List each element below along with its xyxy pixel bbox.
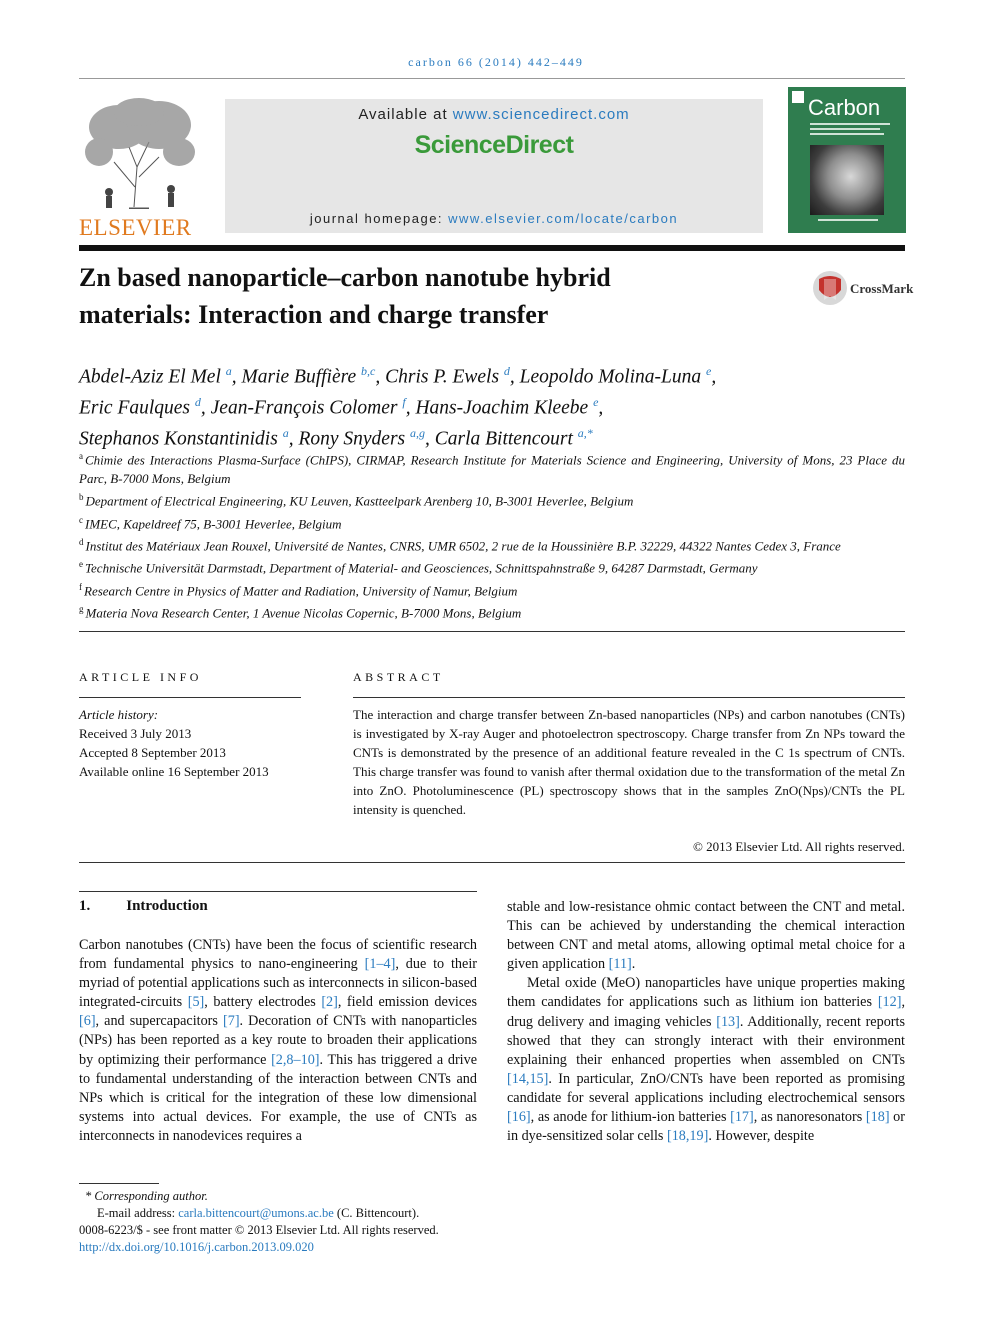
affiliation-marker: e: [79, 559, 83, 570]
author-affil-link[interactable]: f: [402, 395, 406, 409]
sciencedirect-link[interactable]: www.sciencedirect.com: [452, 106, 630, 123]
accepted-date: Accepted 8 September 2013: [79, 745, 226, 760]
text-run: Metal oxide (MeO) nanoparticles have unique properties making them candidates for applications such as lithium ion batteries: [507, 975, 905, 1011]
text-run: . This has triggered a drive to fundamental understanding of the interaction between CNTs and NPs which is critical for the integration of these low dimensional systems into actual devices. For example, the use of CNTs as interconnects in nanodevices requires a: [79, 1051, 477, 1144]
email-suffix: (C. Bittencourt).: [333, 1206, 420, 1220]
text-run: , field emission devices: [337, 994, 477, 1011]
text-run: , and supercapacitors: [95, 1013, 223, 1030]
author-line: Abdel-Aziz El Mel $^a$, Marie Buffière $^{b,c}$, Chris P. Ewels $^d$, Leopoldo Molina-Luna $^e$,: [79, 364, 717, 388]
text-run: , drug delivery and imaging vehicles: [507, 994, 905, 1030]
abstract-text: The interaction and charge transfer between Zn-based nanoparticles (NPs) and carbon nanotubes (CNTs) is investigated by X-ray Auger and photoelectron spectroscopy. Charge transfer from Zn NPs toward the CNTs is demonstrated by the presence of an additional feature revealed in the C 1s spectrum of CNTs. This charge transfer was found to vanish after thermal oxidation due to the transformation of the metal Zn into ZnO. Photoluminescence (PL) spectroscopy shows that in the samples ZnO(Nps)/CNTs the PL intensity is quenched.: [353, 707, 905, 817]
affiliation-text: Chimie des Interactions Plasma-Surface (ChIPS), CIRMAP, Research Institute for Materials Science and Engineering, University of Mons, 23 Place du Parc, B-7000 Mons, Belgium: [79, 452, 905, 487]
section-number: 1.: [79, 898, 91, 914]
abstract-divider: [79, 862, 905, 863]
author-name: Stephanos Konstantinidis: [79, 428, 278, 450]
citation-link[interactable]: [13]: [716, 1013, 740, 1030]
received-date: Received 3 July 2013: [79, 726, 192, 741]
footnote-marker: *: [85, 1189, 92, 1203]
text-run: . However, despite: [708, 1128, 815, 1145]
sciencedirect-logo[interactable]: ScienceDirect: [414, 131, 574, 159]
homepage-link[interactable]: www.elsevier.com/locate/carbon: [448, 211, 679, 226]
affiliation-marker: f: [79, 581, 82, 592]
citation-link[interactable]: [7]: [223, 1013, 240, 1030]
abstract-heading: ABSTRACT: [353, 670, 444, 684]
author-affil-link[interactable]: a,g: [410, 426, 425, 440]
elsevier-logo[interactable]: [79, 97, 203, 240]
elsevier-wordmark: ELSEVIER: [79, 215, 192, 240]
affiliation-text: Research Centre in Physics of Matter and Radiation, University of Namur, Belgium: [84, 582, 518, 598]
author-affil-link[interactable]: e: [706, 364, 712, 378]
article-info-heading: ARTICLE INFO: [79, 670, 202, 684]
text-run: , battery electrodes: [204, 994, 322, 1011]
intro-right-column: [507, 898, 905, 1146]
online-date: Available online 16 September 2013: [79, 764, 269, 779]
text-run: , as anode for lithium-ion batteries: [530, 1109, 731, 1126]
text-run: . In particular, ZnO/CNTs have been reported as promising candidate for several applications including electrochemical sensors: [507, 1070, 905, 1106]
crossmark-icon: [812, 270, 848, 306]
author-affil-link[interactable]: b,c: [361, 364, 376, 378]
email-link[interactable]: carla.bittencourt@umons.ac.be: [178, 1206, 334, 1220]
footnote-rule: [79, 1183, 159, 1184]
section-rule: [79, 891, 477, 892]
citation-link[interactable]: [18]: [865, 1109, 890, 1126]
header-divider: [79, 78, 905, 79]
citation-link[interactable]: [6]: [79, 1013, 96, 1030]
journal-citation[interactable]: carbon 66 (2014) 442–449: [408, 55, 584, 69]
cover-title: Carbon: [808, 95, 881, 120]
author-affil-link[interactable]: a,*: [577, 426, 593, 440]
author-name: Marie Buffière: [241, 366, 357, 388]
cover-micrograph: [810, 145, 884, 215]
issn-line: 0008-6223/$ - see front matter © 2013 Elsevier Ltd. All rights reserved.: [79, 1223, 439, 1237]
available-at: [225, 106, 763, 123]
text-run: . Additionally, recent reports showed that they can strongly interact with their environment explaining their enhanced properties when assembled on CNTs: [507, 1013, 905, 1068]
citation-link[interactable]: [17]: [730, 1109, 754, 1126]
author-affil-link[interactable]: a: [282, 426, 289, 440]
paragraph: [79, 936, 477, 1146]
affiliation-marker: a: [79, 451, 83, 461]
author-name: Carla Bittencourt: [434, 428, 573, 450]
citation-link[interactable]: [1–4]: [364, 956, 396, 973]
section-heading: [79, 898, 208, 915]
citation-link[interactable]: [16]: [507, 1109, 531, 1126]
author-name: Jean-François Colomer: [210, 397, 398, 419]
author-affil-link[interactable]: a: [225, 364, 232, 378]
text-run: .: [631, 956, 636, 973]
affiliation-text: Institut des Matériaux Jean Rouxel, Université de Nantes, CNRS, UMR 6502, 2 rue de la Houssinière B.P. 32229, 44322 Nantes Cedex 3, France: [85, 538, 841, 554]
crossmark-label: CrossMark: [850, 281, 914, 296]
author-name: Leopoldo Molina-Luna: [519, 366, 702, 388]
author-affil-link[interactable]: e: [593, 395, 599, 409]
article-history: [79, 705, 309, 781]
corresponding-author-note: [79, 1188, 905, 1205]
elsevier-tree-icon: [79, 97, 203, 209]
abstract-rule: [353, 697, 905, 698]
text-run: or in dye-sensitized solar cells: [507, 1109, 905, 1145]
email-label: E-mail address:: [97, 1206, 179, 1220]
author-name: Chris P. Ewels: [385, 366, 500, 388]
qr-icon: [792, 91, 804, 103]
citation-link[interactable]: [5]: [187, 994, 205, 1011]
affiliation: [79, 533, 905, 555]
title-line: materials: Interaction and charge transfer: [79, 300, 549, 329]
author-line: Eric Faulques $^d$, Jean-François Colomer $^f$, Hans-Joachim Kleebe $^e$,: [79, 395, 604, 419]
paragraph: [507, 898, 905, 974]
cover-subtitle-line: [810, 123, 890, 125]
author-name: Eric Faulques: [79, 397, 191, 419]
affiliation-text: Materia Nova Research Center, 1 Avenue Nicolas Copernic, B-7000 Mons, Belgium: [85, 605, 522, 621]
intro-left-column: [79, 936, 477, 1146]
affiliation-text: IMEC, Kapeldreef 75, B-3001 Heverlee, Belgium: [85, 515, 342, 531]
affiliation-marker: b: [79, 492, 84, 503]
section-title: Introduction: [126, 898, 208, 914]
crossmark-badge[interactable]: [812, 270, 914, 308]
affiliation: [79, 511, 905, 533]
header-rule: [79, 245, 905, 251]
cover-subtitle-line: [810, 133, 884, 135]
affiliation: [79, 555, 905, 577]
citation-link[interactable]: [2]: [321, 994, 338, 1011]
citation-link[interactable]: [18,19]: [666, 1128, 709, 1145]
abstract-copyright: © 2013 Elsevier Ltd. All rights reserved.: [692, 839, 905, 854]
paragraph: [507, 974, 905, 1146]
article-info-rule: [79, 697, 301, 698]
affiliation: [79, 578, 905, 600]
affiliation-marker: c: [79, 514, 83, 525]
citation-link[interactable]: [11]: [608, 956, 632, 973]
affiliation: [79, 447, 905, 488]
article-title: [79, 259, 779, 333]
text-run: , as nanoresonators: [753, 1109, 866, 1126]
journal-cover[interactable]: [788, 87, 906, 233]
cover-subtitle-line: [810, 128, 880, 130]
footnotes: [79, 1188, 905, 1256]
text-run: . Decoration of CNTs with nanoparticles (NPs) has been reported as a key route to broaden their applications by optimizing their performance: [79, 1013, 477, 1068]
author-name: Abdel-Aziz El Mel: [79, 366, 221, 388]
author-name: Rony Snyders: [298, 428, 406, 450]
journal-homepage: [225, 211, 763, 226]
text-run: stable and low-resistance ohmic contact between the CNT and metal. This can be achieved by understanding the chemical interaction between CNT and metal atoms, allowing optimal metal choice for a given application: [507, 899, 905, 973]
affiliation-text: Technische Universität Darmstadt, Department of Material- and Geosciences, Schnittspahnstraße 9, 64287 Darmstadt, Germany: [85, 560, 758, 576]
citation-link[interactable]: [2,8–10]: [271, 1051, 320, 1068]
citation-link[interactable]: [14,15]: [507, 1070, 549, 1087]
affiliation-marker: g: [79, 603, 84, 614]
email-note: [79, 1205, 905, 1222]
available-at-label: Available at: [358, 106, 453, 123]
affiliation-text: Department of Electrical Engineering, KU Leuven, Kastteelpark Arenberg 10, B-3001 Heverlee, Belgium: [85, 493, 634, 509]
author-name: Hans-Joachim Kleebe: [415, 397, 589, 419]
author-affil-link[interactable]: d: [194, 395, 201, 409]
author-list: [79, 359, 905, 452]
title-line: Zn based nanoparticle–carbon nanotube hybrid: [79, 263, 611, 292]
history-label: Article history:: [79, 707, 159, 722]
cover-footer-line: [818, 219, 878, 221]
homepage-label: journal homepage:: [309, 211, 449, 226]
author-line: Stephanos Konstantinidis $^a$, Rony Snyders $^{a,g}$, Carla Bittencourt $^{a,*}$: [79, 426, 593, 450]
text-run: , due to their myriad of potential applications such as interconnects in silicon-based integrated-circuits: [79, 956, 477, 1011]
affiliation-list: [79, 447, 905, 622]
corresponding-label: Corresponding author.: [94, 1189, 208, 1203]
text-run: Carbon nanotubes (CNTs) have been the focus of scientific research from fundamental physics to nano-engineering: [79, 937, 477, 973]
author-affil-link[interactable]: d: [503, 364, 510, 378]
citation-link[interactable]: [12]: [877, 994, 902, 1011]
affiliation-marker: d: [79, 536, 84, 547]
doi-link[interactable]: http://dx.doi.org/10.1016/j.carbon.2013.09.020: [79, 1240, 314, 1254]
affiliation: [79, 488, 905, 510]
affiliation-divider: [79, 631, 905, 632]
affiliation: [79, 600, 905, 622]
